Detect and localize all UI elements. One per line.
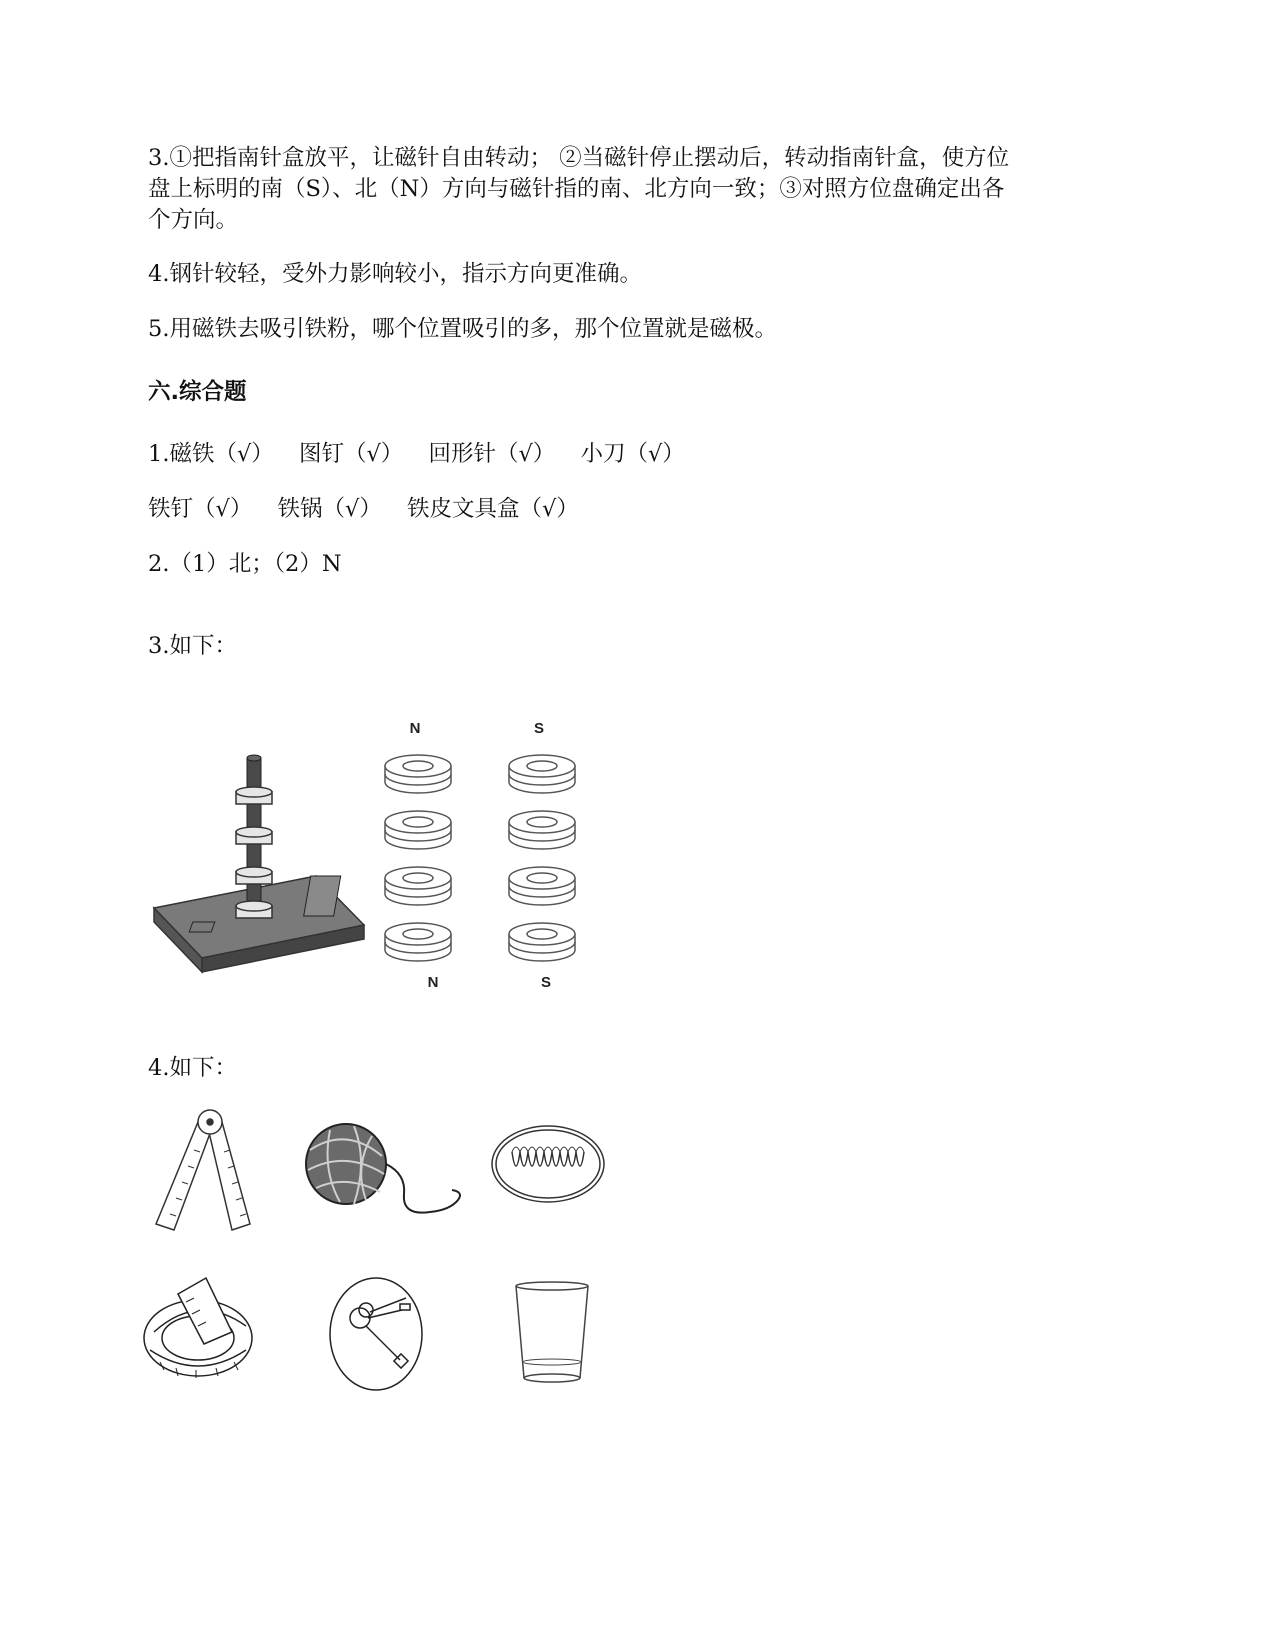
pole-label-bottom-right: S [540,974,552,991]
answer-6-1-item: 铁皮文具盒（√） [407,496,579,522]
answer-6-1-item: 1.磁铁（√） [148,441,274,467]
pole-label-bottom-left: N [427,974,439,991]
answer-5-4: 4.钢针较轻，受外力影响较小，指示方向更准确。 [148,261,642,287]
answer-6-1-item: 图钉（√） [298,441,404,467]
answer-6-1-row2 [148,493,579,525]
pole-label-top-right: S [533,720,545,737]
answer-6-2: 2.（1）北；（2）N [148,551,342,577]
yarn-ball-image [306,1124,460,1213]
answer-5-5: 5.用磁铁去吸引铁粉，哪个位置吸引的多，那个位置就是磁极。 [148,316,777,342]
answer-6-1-item: 回形针（√） [428,441,556,467]
ring-magnet-figure [150,710,590,1000]
answer-5-3-line3: 个方向。 [148,207,239,233]
spring-coil-image [492,1126,604,1202]
answer-6-1-item: 铁锅（√） [277,496,382,522]
objects-figure [140,1100,620,1400]
answer-6-3: 3.如下： [148,633,237,659]
pole-label-top-left: N [409,720,421,737]
answer-6-1-row1 [148,438,685,470]
keys-image [330,1278,422,1390]
tape-measure-image [144,1278,252,1378]
ring-magnet-stack-left [385,755,451,961]
answer-6-1-item: 小刀（√） [580,441,685,467]
answer-5-3-line2: 盘上标明的南（S）、北（N）方向与磁针指的南、北方向一致；③对照方位盘确定出各 [148,176,1005,202]
answer-5-3-line1: 3.①把指南针盒放平，让磁针自由转动； ②当磁针停止摆动后，转动指南针盒，使方位 [148,145,1010,171]
answer-6-1-item: 铁钉（√） [148,496,253,522]
glass-cup-image [516,1282,588,1382]
folding-ruler-image [156,1110,250,1230]
ring-magnet-stack-right [509,755,575,961]
section-6-heading: 六.综合题 [148,379,247,405]
magnet-stand-image [150,755,364,972]
answer-6-4: 4.如下： [148,1055,237,1081]
